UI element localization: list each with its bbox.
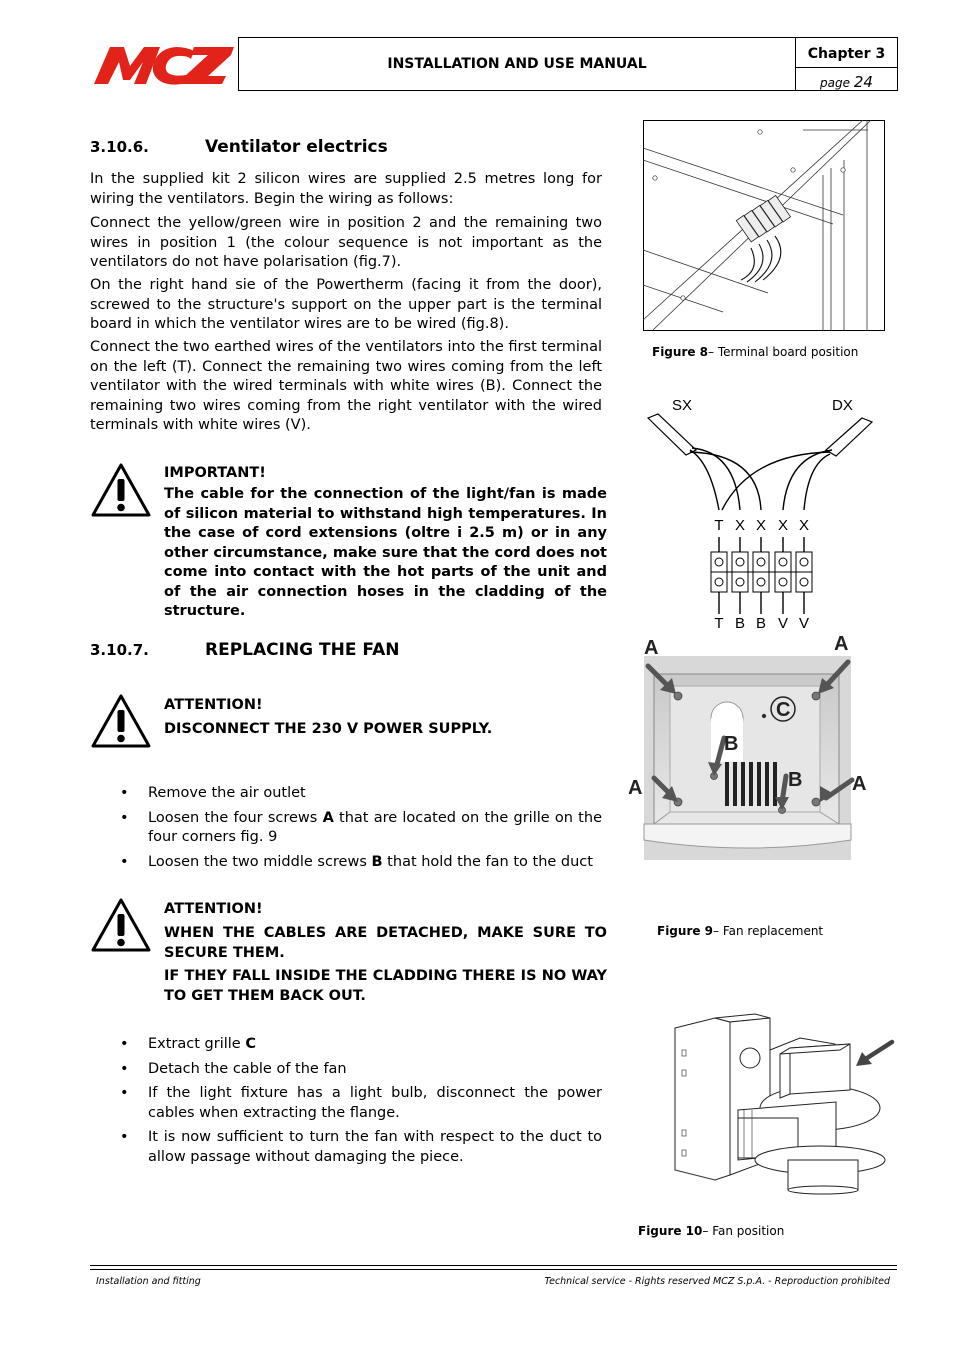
terminal-top-label: T xyxy=(714,517,724,534)
section-title: REPLACING THE FAN xyxy=(205,640,400,660)
section-3107-heading xyxy=(90,640,399,660)
left-cable-sheath xyxy=(648,414,696,455)
callout-a-label: A xyxy=(834,633,849,655)
terminal-bottom-label: V xyxy=(798,615,810,632)
logo xyxy=(90,42,236,88)
warning-title: ATTENTION! xyxy=(164,697,263,713)
warning-text: IF THEY FALL INSIDE THE CLADDING THERE IS NO WAY TO GET THEM BACK OUT. xyxy=(164,968,607,1004)
callout-a-label: A xyxy=(628,777,643,799)
callout-c-label: C xyxy=(776,699,791,721)
list-item-text: Detach the cable of the fan xyxy=(148,1060,347,1077)
figure-caption-text: – Terminal board position xyxy=(708,345,859,359)
list-item-text: Remove the air outlet xyxy=(148,785,306,801)
label-sx: SX xyxy=(672,397,693,414)
callout-b-label: B xyxy=(724,733,739,755)
manual-title: INSTALLATION AND USE MANUAL xyxy=(387,56,647,72)
list-item-text: Loosen the two middle screws xyxy=(148,853,372,870)
steps-list xyxy=(120,1035,602,1167)
warning-text: WHEN THE CABLES ARE DETACHED, MAKE SURE TO SECURE THEM. xyxy=(164,925,607,961)
label-dx: DX xyxy=(832,397,853,414)
screw-label: B xyxy=(371,853,383,870)
figure-label: Figure 10 xyxy=(638,1224,703,1238)
footer-right: Technical service - Rights reserved MCZ S.p.A. - Reproduction prohibited xyxy=(544,1276,890,1287)
list-item xyxy=(120,1035,602,1055)
chapter-label: Chapter 3 xyxy=(807,46,886,62)
terminal-bottom-label: V xyxy=(777,615,789,632)
warning-text: DISCONNECT THE 230 V POWER SUPPLY. xyxy=(164,721,493,737)
warning-title: ATTENTION! xyxy=(164,901,263,917)
footer-rule xyxy=(90,1265,897,1266)
section-3106-heading xyxy=(90,137,388,157)
figure-caption-text: – Fan position xyxy=(702,1224,785,1238)
list-item xyxy=(120,1084,602,1123)
callout-b-label: B xyxy=(788,769,803,791)
warning-text: The cable for the connection of the light/fan is made of silicon material to withstand high temperatures. In the case of cord extensions (oltre i 2.5 m) or in any other circumstance, make sure that the cord does not come into contact with the hot parts of the unit and of the air connection hoses in the cladding of the structure. xyxy=(164,486,607,619)
list-item-text: It is now sufficient to turn the fan with respect to the duct to allow passage without damaging the piece. xyxy=(148,1129,602,1165)
list-item xyxy=(120,809,602,848)
terminal-top-label: X xyxy=(755,517,767,534)
list-item xyxy=(120,1128,602,1167)
page-indicator xyxy=(795,73,898,91)
grille-label: C xyxy=(245,1036,256,1052)
mcz-logo-graphic xyxy=(90,42,236,88)
terminal-top-label: X xyxy=(798,517,810,534)
figure-label: Figure 9 xyxy=(657,924,714,938)
screw-label: A xyxy=(322,809,334,826)
callout-a-label: A xyxy=(644,637,659,659)
list-item xyxy=(120,853,602,873)
terminal-bottom-label: B xyxy=(734,615,746,632)
figure-10-caption xyxy=(638,1224,784,1238)
chapter-divider xyxy=(795,67,898,68)
list-item-text: that are located on the grille on the four corners fig. 9 xyxy=(148,809,602,845)
paragraph: Connect the yellow/green wire in position 2 and the remaining two wires in position 1 (the colour sequence is not important as the ventilators do not have polarisation (fig.7). xyxy=(90,215,602,270)
paragraph: In the supplied kit 2 silicon wires are supplied 2.5 metres long for wiring the ventilators. Begin the wiring as follows: xyxy=(90,171,602,207)
terminal-board-figure xyxy=(643,120,885,331)
terminal-bottom-label: B xyxy=(755,615,767,632)
wiring-diagram xyxy=(640,392,880,638)
right-cable-sheath xyxy=(826,418,872,456)
terminal-bottom-label: T xyxy=(714,615,724,632)
section-number: 3.10.7. xyxy=(90,641,149,659)
warning-icon xyxy=(90,897,152,953)
list-item-text: that hold the fan to the duct xyxy=(382,853,593,870)
wires xyxy=(690,448,832,510)
footer-rule xyxy=(90,1269,897,1270)
warning-icon xyxy=(90,462,152,518)
section-number: 3.10.6. xyxy=(90,138,149,156)
warning-title: IMPORTANT! xyxy=(164,465,266,481)
figure-label: Figure 8 xyxy=(652,345,709,359)
list-item xyxy=(120,1060,602,1080)
terminal-block xyxy=(711,537,812,614)
section-title: Ventilator electrics xyxy=(205,137,388,157)
page-label: page xyxy=(820,76,851,90)
callout-a-label: A xyxy=(852,773,867,795)
fan-replacement-figure xyxy=(626,630,874,862)
paragraph: On the right hand sie of the Powertherm (facing it from the door), screwed to the structure's support on the upper part is the terminal board in which the ventilator wires are to be wired (fig.8). xyxy=(90,277,602,332)
figure-9-caption xyxy=(657,924,823,938)
list-item-text: Extract grille xyxy=(148,1036,246,1052)
steps-list xyxy=(120,784,602,872)
figure-caption-text: – Fan replacement xyxy=(713,924,824,938)
list-item xyxy=(120,784,602,804)
list-item-text: If the light fixture has a light bulb, disconnect the power cables when extracting the flange. xyxy=(148,1085,602,1121)
warning-icon xyxy=(90,693,152,749)
figure-8-caption xyxy=(652,345,858,359)
list-item-text: Loosen the four screws xyxy=(148,809,323,826)
footer-left: Installation and fitting xyxy=(96,1276,201,1287)
fan-position-figure xyxy=(660,1010,900,1195)
paragraph: Connect the two earthed wires of the ventilators into the first terminal on the left (T). Connect the remaining two wires coming from the left ventilator with the wired terminals with white wires (B). Connect the remaining two wires coming from the right ventilator with the wired terminals with white wires (V). xyxy=(90,339,602,433)
terminal-top-label: X xyxy=(734,517,746,534)
page-number: 24 xyxy=(853,73,873,91)
terminal-top-label: X xyxy=(777,517,789,534)
